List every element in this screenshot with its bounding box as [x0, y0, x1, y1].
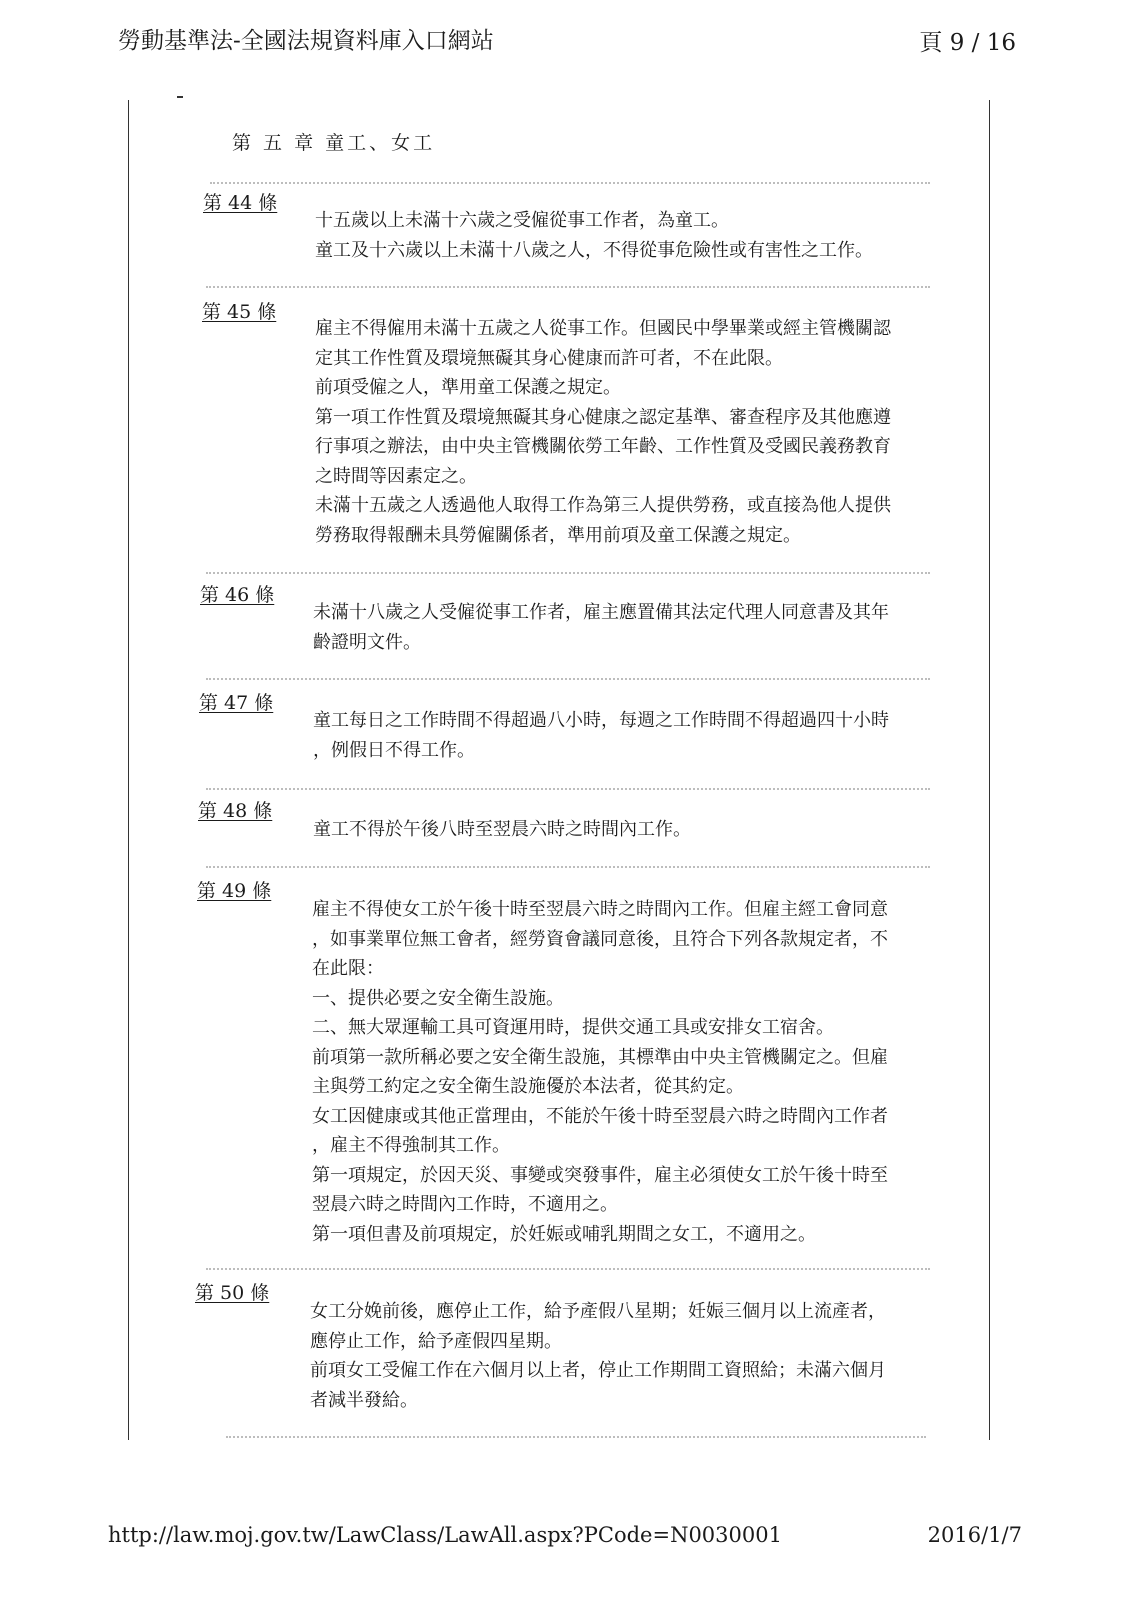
print-date: 2016/1/7 [927, 1523, 1022, 1547]
article-line: 童工及十六歲以上未滿十八歲之人，不得從事危險性或有害性之工作。 [315, 239, 873, 261]
article-50-body [310, 1297, 886, 1415]
article-line: 勞務取得報酬未具勞僱關係者，準用前項及童工保護之規定。 [315, 524, 801, 546]
article-line: 前項女工受僱工作在六個月以上者，停止工作期間工資照給；未滿六個月 [310, 1360, 886, 1381]
article-line: 二、無大眾運輸工具可資運用時，提供交通工具或安排女工宿舍。 [312, 1017, 834, 1038]
article-46-label: 第 46 條 [200, 584, 275, 606]
article-line: 未滿十五歲之人透過他人取得工作為第三人提供勞務，或直接為他人提供 [315, 495, 891, 516]
article-line: 女工因健康或其他正當理由，不能於午後十時至翌晨六時之時間內工作者 [312, 1105, 888, 1127]
article-44-label: 第 44 條 [203, 192, 278, 214]
article-45-body [315, 314, 891, 550]
article-line: 童工不得於午後八時至翌晨六時之時間內工作。 [313, 819, 691, 840]
article-line: 齡證明文件。 [313, 631, 421, 653]
article-50-label: 第 50 條 [195, 1282, 270, 1304]
separator [206, 678, 930, 680]
article-line: 定其工作性質及環境無礙其身心健康而許可者，不在此限。 [315, 347, 783, 369]
separator [226, 1436, 926, 1438]
article-line: 童工每日之工作時間不得超過八小時，每週之工作時間不得超過四十小時 [313, 710, 889, 731]
article-line: 行事項之辦法，由中央主管機關依勞工年齡、工作性質及受國民義務教育 [315, 436, 891, 457]
separator [210, 182, 930, 184]
article-48-label: 第 48 條 [198, 800, 273, 822]
separator [206, 788, 930, 790]
article-line: 雇主不得使女工於午後十時至翌晨六時之時間內工作。但雇主經工會同意 [312, 899, 888, 920]
chapter-heading: 第 五 章 童工、女工 [232, 132, 436, 154]
article-line: 未滿十八歲之人受僱從事工作者，雇主應置備其法定代理人同意書及其年 [313, 602, 889, 623]
article-47-label: 第 47 條 [199, 692, 274, 714]
article-line: 在此限： [312, 958, 384, 979]
article-line: 主與勞工約定之安全衛生設施優於本法者，從其約定。 [312, 1076, 744, 1097]
article-line: ，例假日不得工作。 [313, 739, 475, 761]
separator [206, 572, 930, 574]
article-46-body [313, 598, 889, 657]
article-line: 雇主不得僱用未滿十五歲之人從事工作。但國民中學畢業或經主管機關認 [315, 318, 891, 339]
article-line: 前項受僱之人，準用童工保護之規定。 [315, 377, 621, 398]
right-border-line [989, 100, 990, 1440]
document-title: 勞動基準法-全國法規資料庫入口網站 [118, 28, 494, 54]
article-49-body [312, 895, 888, 1249]
page-number: 頁 9 / 16 [919, 30, 1016, 56]
article-line: 一、提供必要之安全衛生設施。 [312, 987, 564, 1009]
scan-mark [177, 96, 183, 98]
source-url: http://law.moj.gov.tw/LawClass/LawAll.aspx?PCode=N0030001 [108, 1523, 782, 1547]
article-line: ，如事業單位無工會者，經勞資會議同意後，且符合下列各款規定者，不 [312, 928, 888, 950]
left-border-line [128, 100, 129, 1440]
article-44-body [315, 206, 873, 265]
article-48-body [313, 815, 691, 845]
article-line: 者減半發給。 [310, 1389, 418, 1411]
article-line: 前項第一款所稱必要之安全衛生設施，其標準由中央主管機關定之。但雇 [312, 1046, 888, 1068]
article-45-label: 第 45 條 [202, 301, 277, 323]
article-line: 翌晨六時之時間內工作時，不適用之。 [312, 1194, 618, 1215]
article-line: 女工分娩前後，應停止工作，給予產假八星期；妊娠三個月以上流產者， [310, 1301, 886, 1322]
article-line: 之時間等因素定之。 [315, 465, 477, 487]
article-47-body [313, 706, 889, 765]
article-line: ，雇主不得強制其工作。 [312, 1135, 510, 1156]
separator [206, 866, 930, 868]
article-line: 十五歲以上未滿十六歲之受僱從事工作者，為童工。 [315, 210, 729, 231]
article-line: 第一項規定，於因天災、事變或突發事件，雇主必須使女工於午後十時至 [312, 1164, 888, 1186]
article-line: 第一項工作性質及環境無礙其身心健康之認定基準、審查程序及其他應遵 [315, 406, 891, 428]
separator [206, 1268, 930, 1270]
separator [206, 286, 930, 288]
article-line: 第一項但書及前項規定，於妊娠或哺乳期間之女工，不適用之。 [312, 1223, 816, 1245]
article-49-label: 第 49 條 [197, 880, 272, 902]
article-line: 應停止工作，給予產假四星期。 [310, 1330, 562, 1352]
